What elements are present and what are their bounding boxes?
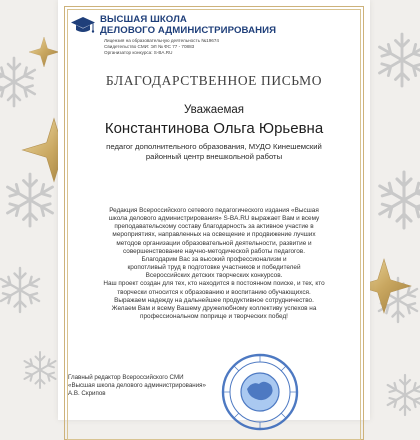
body-line: профессиональном поприще и творческих побед!	[140, 313, 288, 321]
body-line: совершенствование научно-методической работы педагогов.	[123, 247, 305, 255]
organization-name	[100, 14, 276, 36]
position-line: педагог дополнительного образования, МУДО Кинешемский	[106, 142, 322, 151]
signature-title-line: Главный редактор Всероссийского СМИ	[68, 374, 184, 381]
greeting: Уважаемая	[183, 104, 245, 116]
body-line: школа делового администрирования» S-BA.RU выражает Вам и всему	[108, 215, 320, 223]
body-line: Редакция Всероссийского сетевого педагогического издания «Высшая	[109, 207, 319, 214]
signature-block	[68, 374, 206, 398]
gold-star-icon	[29, 37, 59, 67]
body-line: преподавательскому составу благодарность за активное участие в	[114, 223, 314, 231]
signature-org-line: «Высшая школа делового администрирования»	[68, 382, 206, 389]
body-line: Наш проект создан для тех, кто находится в постоянном поиске, и тех, кто	[103, 280, 325, 288]
body-line: Благодарим Вас за высокий профессионализм и	[141, 255, 287, 263]
body-line: кропотливый труд в подготовке участников и победителей	[127, 264, 301, 272]
graduation-cap-icon	[70, 12, 96, 38]
snowflake-icon	[380, 34, 420, 86]
snowflake-icon	[24, 352, 55, 388]
organization-details	[104, 38, 219, 57]
letter-title: БЛАГОДАРСТВЕННОЕ ПИСЬМО	[105, 73, 323, 88]
body-line: мероприятиях, направленных на освещение и продвижение лучших	[112, 231, 316, 239]
organizer-line: Организатор конкурса: S-BA.RU	[104, 50, 173, 56]
organization-header	[70, 10, 320, 70]
snowflake-icon	[380, 172, 420, 228]
signature-name: А.В. Скрипов	[68, 390, 106, 397]
recipient-position	[88, 142, 340, 162]
organization-name-line1: ВЫСШАЯ ШКОЛА	[100, 14, 187, 25]
media-registration-line: Свидетельство СМИ: ЭЛ № ФС 77 - 70883	[104, 44, 195, 50]
license-line: Лицензия на образовательную деятельность №19674	[104, 38, 219, 43]
snowflake-icon	[388, 375, 420, 415]
organization-name-line2: ДЕЛОВОГО АДМИНИСТРИРОВАНИЯ	[100, 25, 277, 36]
body-line: методов организации образовательной деятельности, развитие и	[116, 239, 312, 247]
body-line: Желаем Вам и всему Вашему дружелюбному коллективу успехов на	[111, 304, 317, 312]
snowflake-icon	[1, 268, 39, 312]
body-line: Выражаем надежду на дальнейшее продуктивное сотрудничество.	[114, 296, 314, 304]
certificate-sheet	[58, 0, 370, 420]
snowflake-icon	[8, 174, 53, 226]
body-line: Всероссийских детских творческих конкурсов.	[145, 272, 283, 280]
round-stamp-icon	[220, 352, 300, 432]
snowflake-icon	[0, 58, 35, 106]
position-line: районный центр внешкольной работы	[145, 152, 283, 161]
letter-body	[84, 207, 344, 321]
body-line: творчески относится к образованию и воспитанию обучающихся.	[117, 288, 311, 296]
recipient-name: Константинова Ольга Юрьевна	[104, 120, 324, 137]
